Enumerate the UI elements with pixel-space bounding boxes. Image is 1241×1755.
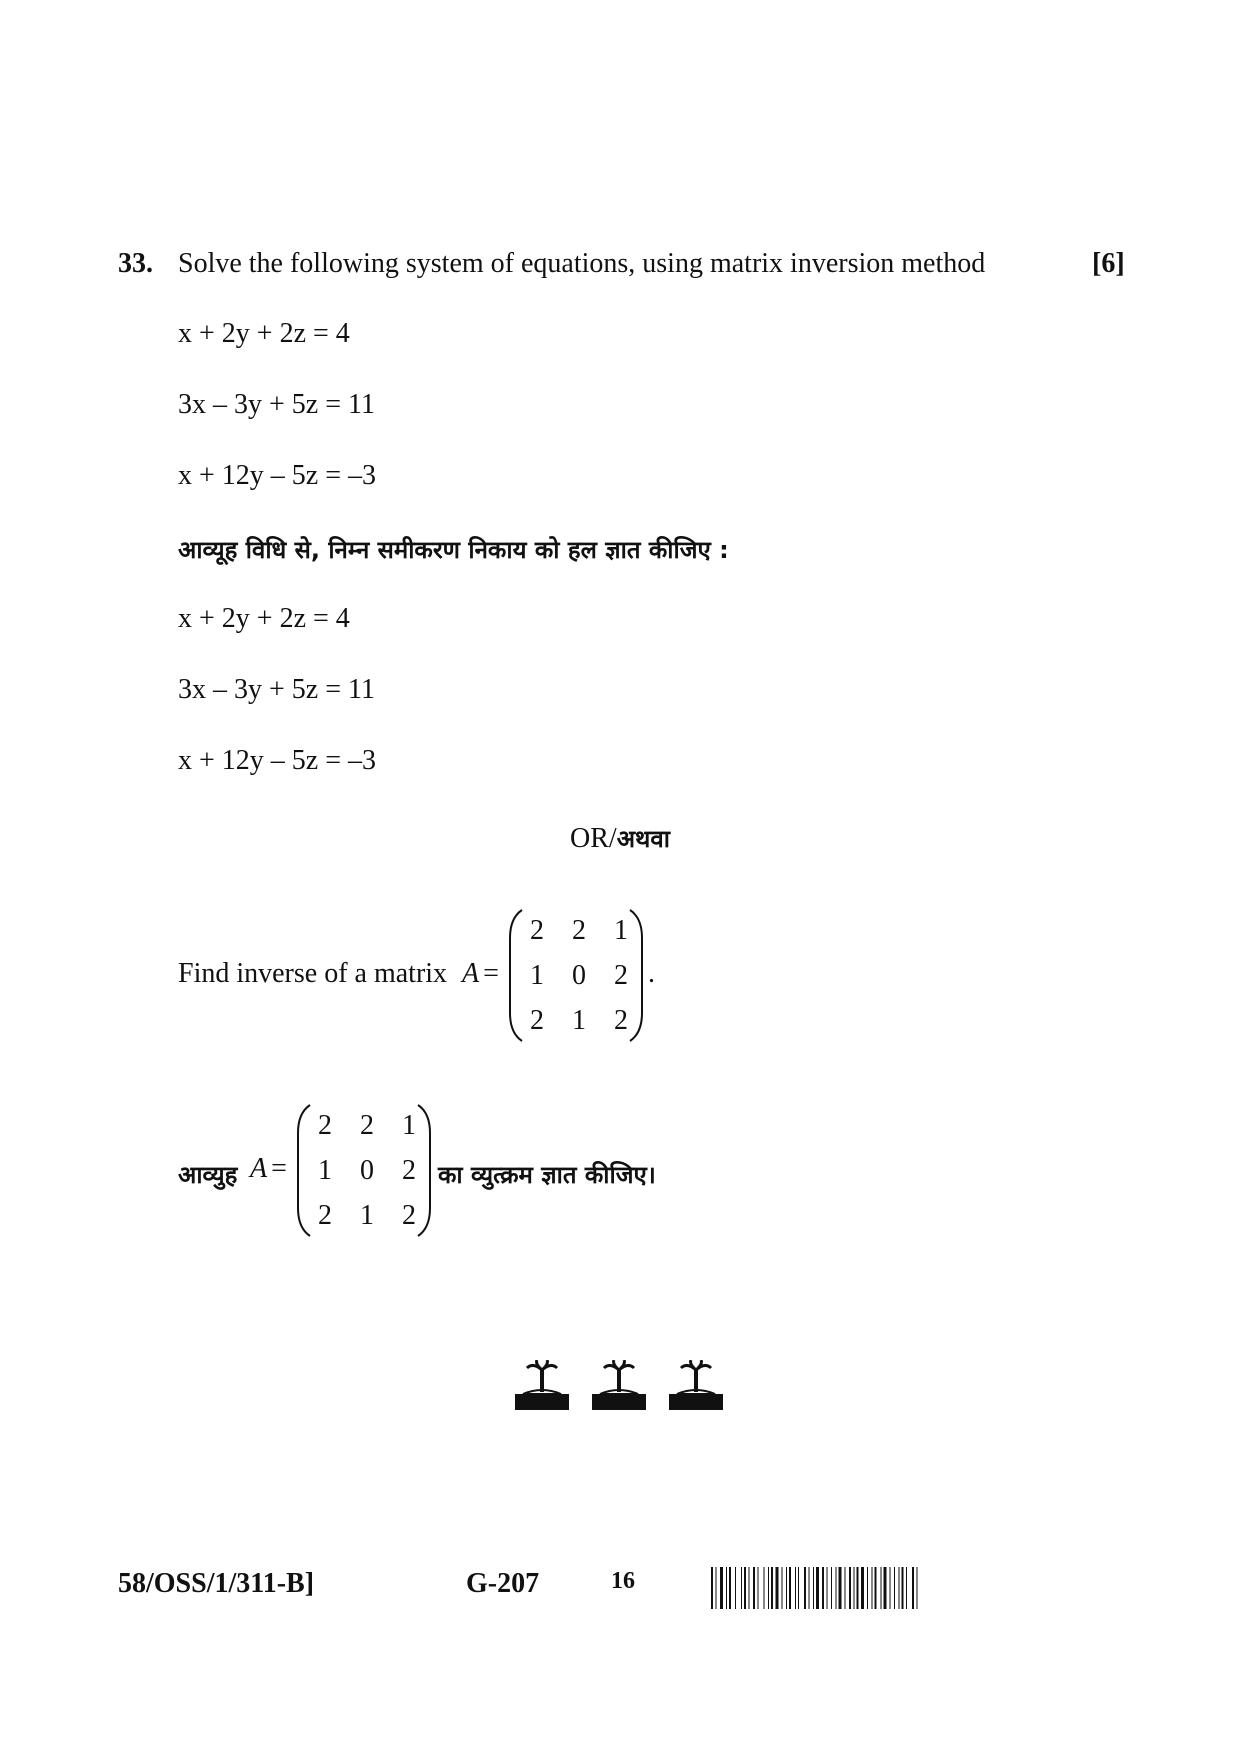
end-period: . xyxy=(648,958,655,989)
question-number: 33. xyxy=(118,248,153,279)
barcode-bar xyxy=(749,1567,750,1609)
barcode-bar xyxy=(867,1567,868,1609)
barcode-bar xyxy=(720,1567,723,1609)
equals-sign: = xyxy=(483,958,499,989)
paper-code: 58/OSS/1/311-B] xyxy=(118,1568,315,1599)
barcode-bar xyxy=(831,1567,832,1609)
barcode-bar xyxy=(875,1567,877,1609)
matrix-cell: 1 xyxy=(360,1200,374,1231)
hindi-equation-1: x + 2y + 2z = 4 xyxy=(178,603,350,634)
barcode-bar xyxy=(776,1567,779,1609)
series-code: G-207 xyxy=(466,1568,540,1599)
equation-3: x + 12y – 5z = –3 xyxy=(178,460,377,491)
barcode-bar xyxy=(764,1567,765,1609)
hindi-equation-2: 3x – 3y + 5z = 11 xyxy=(178,674,375,705)
barcode-bar xyxy=(741,1567,742,1609)
palm-island-icon xyxy=(592,1360,646,1410)
matrix-cell: 1 xyxy=(402,1110,416,1141)
palm-island-icon xyxy=(515,1360,569,1410)
right-paren-icon xyxy=(628,908,644,1043)
matrix-cell: 2 xyxy=(614,960,628,991)
question-text: Solve the following system of equations, using matrix inversion method xyxy=(178,248,986,279)
barcode-bar xyxy=(804,1567,806,1609)
barcode-bar xyxy=(729,1567,731,1609)
barcode-bar xyxy=(768,1567,769,1609)
matrix-cell: 2 xyxy=(360,1110,374,1141)
barcode-bar xyxy=(849,1567,851,1609)
barcode-bar xyxy=(711,1567,713,1609)
barcode-bar xyxy=(809,1567,810,1609)
equals-sign: = xyxy=(271,1153,287,1184)
matrix-equation-en xyxy=(462,958,499,990)
barcode-bar xyxy=(789,1567,791,1609)
matrix-cell: 1 xyxy=(318,1155,332,1186)
matrix-a-hindi xyxy=(296,1103,432,1238)
right-paren-icon xyxy=(416,1103,432,1238)
matrix-cell: 1 xyxy=(614,915,628,946)
barcode-bar xyxy=(827,1567,828,1609)
or-english: OR/ xyxy=(570,823,617,854)
barcode-bar xyxy=(771,1567,773,1609)
barcode-bar xyxy=(906,1567,907,1609)
page-number: 16 xyxy=(611,1568,635,1594)
matrix-cell: 1 xyxy=(572,1005,586,1036)
barcode-bar xyxy=(726,1567,727,1609)
barcode-bar xyxy=(854,1567,855,1609)
barcode-bar xyxy=(822,1567,824,1609)
hindi-equation-3: x + 12y – 5z = –3 xyxy=(178,745,377,776)
matrix-cell: 2 xyxy=(318,1200,332,1231)
or-separator xyxy=(570,822,670,855)
barcode-bar xyxy=(899,1567,900,1609)
or-hindi: अथवा xyxy=(616,825,670,853)
matrix-cell: 0 xyxy=(572,960,586,991)
matrix-cell: 2 xyxy=(614,1005,628,1036)
matrix-equation-hi xyxy=(250,1153,287,1185)
barcode-bar xyxy=(890,1567,891,1609)
barcode-bar xyxy=(894,1567,895,1609)
inverse-question-text: Find inverse of a matrix xyxy=(178,958,448,989)
matrix-a-english xyxy=(508,908,644,1043)
palm-island-icon xyxy=(669,1360,723,1410)
barcode-bar xyxy=(758,1567,759,1609)
hindi-matrix-prefix: आव्युह xyxy=(178,1161,238,1189)
matrix-cell: 2 xyxy=(318,1110,332,1141)
equation-1: x + 2y + 2z = 4 xyxy=(178,318,350,349)
hindi-matrix-suffix: का व्युत्क्रम ज्ञात कीजिए। xyxy=(438,1161,656,1189)
matrix-cell: 1 xyxy=(530,960,544,991)
barcode-bar xyxy=(884,1567,887,1609)
barcode-bar xyxy=(836,1567,837,1609)
barcode-bar xyxy=(839,1567,842,1609)
barcode-bar xyxy=(753,1567,755,1609)
hindi-question-text: आव्यूह विधि से, निम्न समीकरण निकाय को हल ज्ञात कीजिए : xyxy=(178,536,729,564)
barcode-bar xyxy=(902,1567,904,1609)
barcode-bar xyxy=(813,1567,814,1609)
barcode-bar xyxy=(716,1567,717,1609)
question-marks: [6] xyxy=(1092,248,1125,279)
barcode-icon xyxy=(711,1567,980,1609)
barcode-bar xyxy=(795,1567,796,1609)
matrix-label: A xyxy=(250,1153,268,1184)
barcode-bar xyxy=(861,1567,864,1609)
matrix-cell: 0 xyxy=(360,1155,374,1186)
matrix-cell: 2 xyxy=(572,915,586,946)
barcode-bar xyxy=(735,1567,736,1609)
matrix-cell: 2 xyxy=(402,1200,416,1231)
barcode-bar xyxy=(845,1567,846,1609)
barcode-bar xyxy=(786,1567,787,1609)
matrix-cell: 2 xyxy=(530,915,544,946)
equation-2: 3x – 3y + 5z = 11 xyxy=(178,389,375,420)
barcode-bar xyxy=(912,1567,914,1609)
barcode-bar xyxy=(872,1567,873,1609)
matrix-cell: 2 xyxy=(402,1155,416,1186)
barcode-bar xyxy=(782,1567,783,1609)
barcode-bar xyxy=(881,1567,882,1609)
barcode-bar xyxy=(798,1567,799,1609)
barcode-bar xyxy=(816,1567,819,1609)
barcode-bar xyxy=(744,1567,746,1609)
matrix-label: A xyxy=(462,958,480,989)
barcode-bar xyxy=(917,1567,918,1609)
matrix-cell: 2 xyxy=(530,1005,544,1036)
barcode-bar xyxy=(857,1567,859,1609)
